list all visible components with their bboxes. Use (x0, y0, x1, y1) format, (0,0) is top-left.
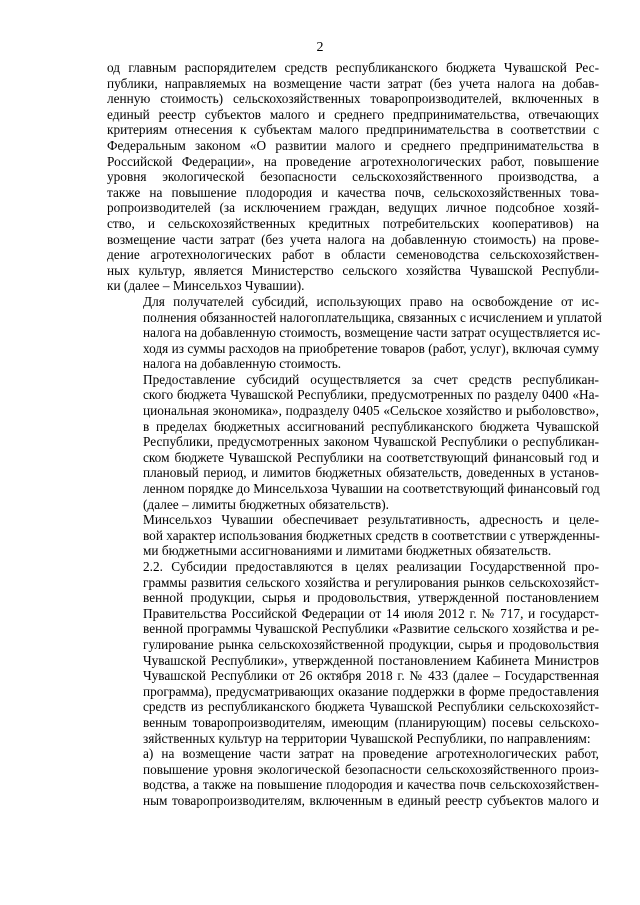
text-line: возмещение части затрат (без учета налога на добавленную стоимость) на прове- (107, 231, 599, 247)
text-line: единый реестр субъектов малого и среднего предпринимательства, отвечающих (107, 106, 599, 122)
text-line: средств из республиканского бюджета Чувашской Республики сельскохозяйст- (143, 699, 599, 715)
text-line: налога на добавленную стоимость. (143, 356, 342, 372)
paragraph (107, 559, 599, 746)
text-line: полнения обязанностей налогоплательщика, связанных с исчислением и уплатой (143, 309, 602, 325)
text-line: Предоставление субсидий осуществляется за счет средств республикан- (143, 371, 599, 387)
text-line: ского бюджета Чувашской Республики, предусмотренных по разделу 0400 «На- (143, 387, 599, 403)
text-line: ходя из суммы расходов на приобретение товаров (работ, услуг), включая сумму (143, 340, 599, 356)
text-line: ленном порядке до Минсельхоза Чувашии на соответствующий финансовый год (143, 481, 600, 497)
text-line: Правительства Российской Федерации от 14 июля 2012 г. № 717, и государст- (143, 605, 599, 621)
text-line: ропроизводителей (за исключением граждан, ведущих личное подсобное хозяй- (107, 200, 599, 216)
text-line: критериям отнесения к субъектам малого предпринимательства в соответствии с (107, 122, 599, 138)
text-line: плановый период, и лимитов бюджетных обязательств, доведенных в установ- (143, 465, 599, 481)
text-line: од главным распорядителем средств республиканского бюджета Чувашской Рес- (107, 60, 599, 75)
text-line: граммы развития сельского хозяйства и регулирования рынков сельскохозяйст- (143, 574, 599, 590)
text-line: публики, направляемых на возмещение части затрат (без учета налога на добав- (107, 75, 599, 91)
text-line: ленную стоимость) сельскохозяйственных товаропроизводителей, включенных в (107, 91, 599, 107)
text-line: дение агротехнологических работ в области семеноводства сельскохозяйствен- (107, 247, 599, 263)
text-line: в пределах бюджетных ассигнований республиканского бюджета Чувашской (143, 418, 599, 434)
text-line: Для получателей субсидий, использующих право на освобождение от ис- (143, 293, 599, 309)
text-line: ми бюджетными ассигнованиями и лимитами бюджетных обязательств. (143, 543, 552, 559)
text-line: (далее – лимиты бюджетных обязательств). (143, 496, 389, 512)
text-line: венной продукции, сырья и продовольствия, утвержденной постановлением (143, 590, 599, 606)
text-line: ство, и сельскохозяйственных кредитных потребительских кооперативов) на (107, 215, 599, 231)
paragraph (107, 372, 599, 512)
text-line: программа), предусматривающих оказание поддержки в форме предоставления (143, 683, 599, 699)
paragraph (107, 746, 599, 808)
text-line: ки (далее – Минсельхоз Чувашии). (107, 278, 305, 294)
text-line: также на повышение плодородия и качества почв, сельскохозяйственных това- (107, 184, 599, 200)
paragraph (107, 60, 599, 294)
text-line: вой характер использования бюджетных средств в соответствии с утвержденны- (143, 527, 600, 543)
text-line: ных культур, является Министерство сельского хозяйства Чувашской Республи- (107, 262, 599, 278)
text-line: а) на возмещение части затрат на проведение агротехнологических работ, (143, 746, 599, 762)
text-line: Чувашской Республики от 26 октября 2018 г. № 433 (далее – Государственная (143, 668, 599, 684)
text-line: гулирование рынка сельскохозяйственной продукции, сырья и продовольствия (143, 636, 599, 652)
text-line: ском бюджете Чувашской Республики на соответствующий финансовый год и (143, 449, 599, 465)
text-line: Российской Федерации», на проведение агротехнологических работ, повышение (107, 153, 599, 169)
text-line: Чувашской Республики», утвержденной постановлением Кабинета Министров (143, 652, 599, 668)
text-line: ным товаропроизводителям, включенным в единый реестр субъектов малого и (143, 792, 599, 808)
text-line: зяйственных культур на территории Чувашской Республики, по направлениям: (143, 730, 591, 746)
text-line: Республики, предусмотренных законом Чувашской Республики о республикан- (143, 434, 599, 450)
text-line: налога на добавленную стоимость, возмещение части затрат осуществляется ис- (143, 325, 601, 341)
text-line: циональная экономика», подразделу 0405 «Сельское хозяйство и рыболовство», (143, 403, 599, 419)
text-line: водства, а также на повышение плодородия и качества почв сельскохозяйствен- (143, 777, 599, 793)
page-number: 2 (316, 40, 324, 55)
paragraph (107, 293, 602, 372)
document-body (107, 60, 602, 809)
text-line: уровня экологической безопасности сельскохозяйственного производства, а (107, 169, 599, 185)
text-line: Минсельхоз Чувашии обеспечивает результативность, адресность и целе- (143, 512, 599, 528)
text-line: 2.2. Субсидии предоставляются в целях реализации Государственной про- (143, 559, 599, 574)
text-line: Федеральным законом «О развитии малого и среднего предпринимательства в (107, 137, 599, 153)
paragraph (107, 512, 599, 559)
text-line: повышение уровня экологической безопасности сельскохозяйственного произ- (143, 761, 599, 777)
text-line: венным товаропроизводителям, имеющим (планирующим) посевы сельскохо- (143, 714, 599, 730)
text-line: венной программы Чувашской Республики «Развитие сельского хозяйства и ре- (143, 621, 599, 637)
